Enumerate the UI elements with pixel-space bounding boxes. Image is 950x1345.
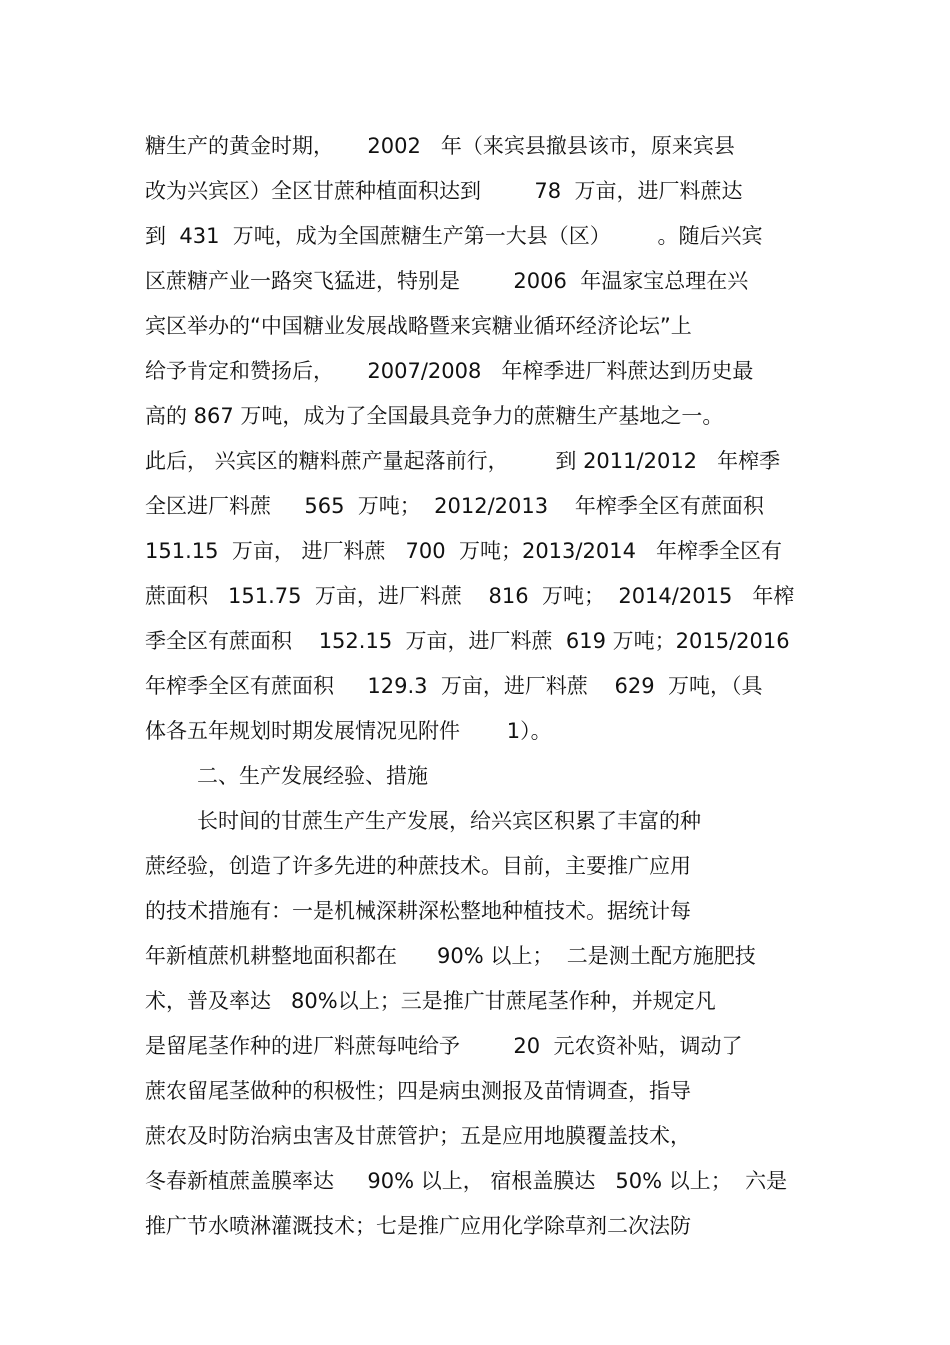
text-line: 蔗面积 151.75 万亩，进厂料蔗 816 万吨； 2014/2015 年榨	[145, 584, 795, 608]
text-line: 蔗农及时防治病虫害及甘蔗管护；五是应用地膜覆盖技术，	[145, 1124, 691, 1148]
text-line: 蔗农留尾茎做种的积极性；四是病虫测报及苗情调查，指导	[145, 1079, 691, 1103]
text-line: 改为兴宾区）全区甘蔗种植面积达到 78 万亩，进厂料蔗达	[145, 179, 743, 203]
text-line: 年榨季全区有蔗面积 129.3 万亩，进厂料蔗 629 万吨，（具	[145, 674, 763, 698]
section-heading: 二、生产发展经验、措施	[197, 764, 428, 788]
text-line: 季全区有蔗面积 152.15 万亩，进厂料蔗 619 万吨；2015/2016	[145, 629, 790, 653]
text-line: 宾区举办的“中国糖业发展战略暨来宾糖业循环经济论坛”上	[145, 314, 692, 338]
body-text	[145, 124, 825, 1249]
text-line: 蔗经验，创造了许多先进的种蔗技术。目前，主要推广应用	[145, 854, 691, 878]
text-line: 体各五年规划时期发展情况见附件 1）。	[145, 719, 552, 743]
text-line: 长时间的甘蔗生产生产发展，给兴宾区积累了丰富的种	[197, 809, 701, 833]
text-line: 是留尾茎作种的进厂料蔗每吨给予 20 元农资补贴，调动了	[145, 1034, 743, 1058]
text-line: 区蔗糖产业一路突飞猛进，特别是 2006 年温家宝总理在兴	[145, 269, 749, 293]
text-line: 糖生产的黄金时期， 2002 年（来宾县撤县该市，原来宾县	[145, 134, 735, 158]
text-line: 术，普及率达 80%以上；三是推广甘蔗尾茎作种，并规定凡	[145, 989, 716, 1013]
text-line: 151.15 万亩， 进厂料蔗 700 万吨；2013/2014 年榨季全区有	[145, 539, 782, 563]
text-line: 高的 867 万吨，成为了全国最具竞争力的蔗糖生产基地之一。	[145, 404, 724, 428]
text-line: 此后， 兴宾区的糖料蔗产量起落前行， 到 2011/2012 年榨季	[145, 449, 781, 473]
text-line: 全区进厂料蔗 565 万吨； 2012/2013 年榨季全区有蔗面积	[145, 494, 764, 518]
text-line: 冬春新植蔗盖膜率达 90% 以上， 宿根盖膜达 50% 以上； 六是	[145, 1169, 788, 1193]
text-line: 的技术措施有：一是机械深耕深松整地种植技术。据统计每	[145, 899, 691, 923]
text-line: 推广节水喷淋灌溉技术；七是推广应用化学除草剂二次法防	[145, 1214, 691, 1238]
text-line: 年新植蔗机耕整地面积都在 90% 以上； 二是测土配方施肥技	[145, 944, 756, 968]
text-line: 给予肯定和赞扬后， 2007/2008 年榨季进厂料蔗达到历史最	[145, 359, 754, 383]
text-line: 到 431 万吨，成为全国蔗糖生产第一大县（区） 。随后兴宾	[145, 224, 763, 248]
